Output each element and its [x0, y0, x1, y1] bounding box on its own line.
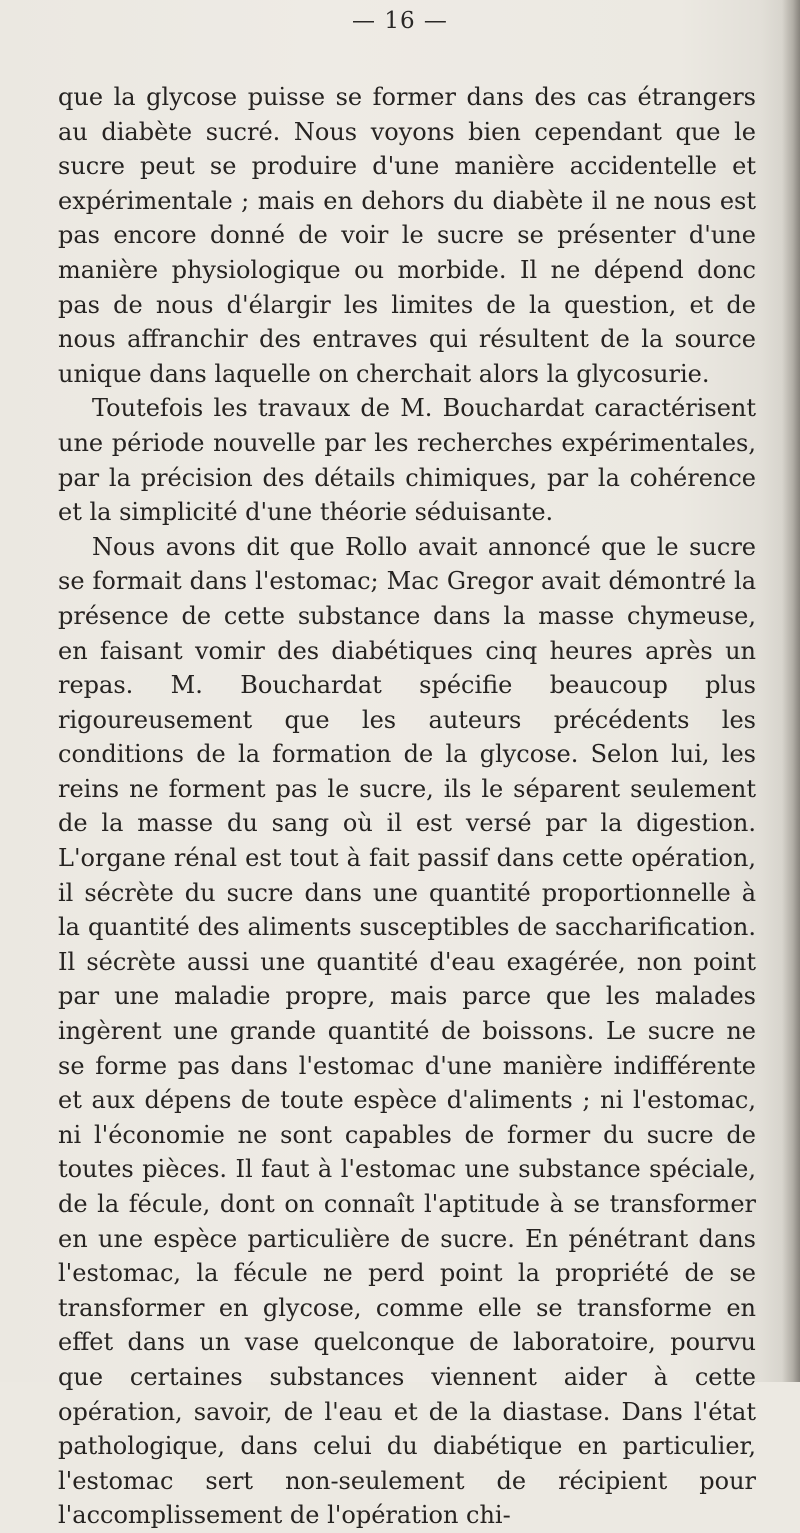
- page-number: — 16 —: [352, 8, 448, 34]
- paragraph-2: Toutefois les travaux de M. Bouchardat caractérisent une période nouvelle par les recherches expérimentales, par la précision des détails chimiques, par la cohérence et la simplicité d'une théorie séduisante.: [58, 394, 756, 527]
- paragraph-1: que la glycose puisse se former dans des cas étrangers au diabète sucré. Nous voyons bien cependant que le sucre peut se produire d'une manière accidentelle et expérimentale ; mais en dehors du diabète il ne nous est pas encore donné de voir le sucre se présenter d'une manière physiologique ou morbide. Il ne dépend donc pas de nous d'élargir les limites de la question, et de nous affranchir des entraves qui résultent de la source unique dans laquelle on cherchait alors la glycosurie.: [58, 83, 756, 388]
- page-edge-shadow: [782, 0, 800, 1382]
- paragraph-3: Nous avons dit que Rollo avait annoncé que le sucre se formait dans l'estomac; Mac Gregor avait démontré la présence de cette substance dans la masse chymeuse, en faisant vomir des diabétiques cinq heures après un repas. M. Bouchardat spécifie beaucoup plus rigoureusement que les auteurs précédents les conditions de la formation de la glycose. Selon lui, les reins ne forment pas le sucre, ils le séparent seulement de la masse du sang où il est versé par la digestion. L'organe rénal est tout à fait passif dans cette opération, il sécrète du sucre dans une quantité proportionnelle à la quantité des aliments susceptibles de saccharification. Il sécrète aussi une quantité d'eau exagérée, non point par une maladie propre, mais parce que les malades ingèrent une grande quantité de boissons. Le sucre ne se forme pas dans l'estomac d'une manière indifférente et aux dépens de toute espèce d'aliments ; ni l'estomac, ni l'économie ne sont capables de former du sucre de toutes pièces. Il faut à l'estomac une substance spéciale, de la fécule, dont on connaît l'aptitude à se transformer en une espèce particulière de sucre. En pénétrant dans l'estomac, la fécule ne perd point la propriété de se transformer en glycose, comme elle se transforme en effet dans un vase quelconque de laboratoire, pourvu que certaines substances viennent aider à cette opération, savoir, de l'eau et de la diastase. Dans l'état pathologique, dans celui du diabétique en particulier, l'estomac sert non-seulement de récipient pour l'accomplissement de l'opération chi-: [58, 532, 756, 1530]
- body-text: [58, 80, 756, 1533]
